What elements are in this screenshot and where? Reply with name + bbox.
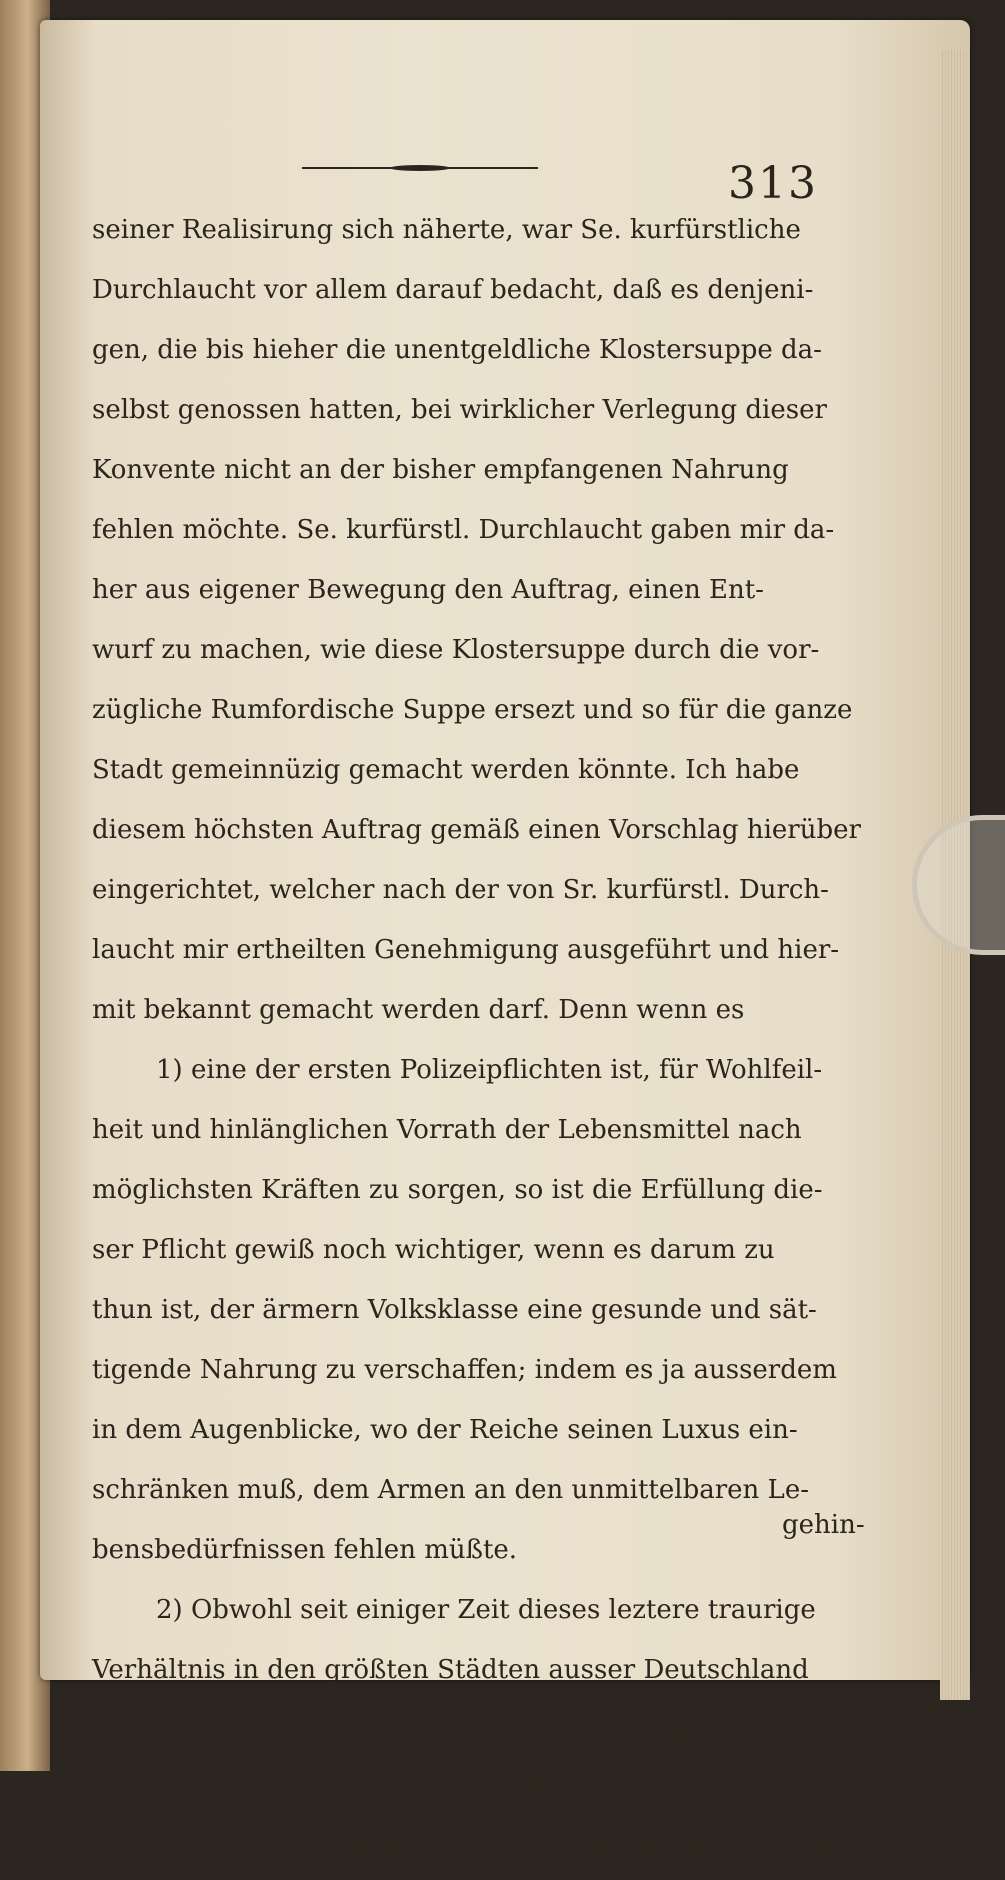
text-line: 1) eine der ersten Polizeipflichten ist, für Wohlfeil- xyxy=(156,1055,823,1085)
text-line: ser Pflicht gewiß noch wichtiger, wenn es darum zu xyxy=(92,1235,775,1265)
text-line: tigende Nahrung zu verschaffen; indem es ja ausserdem xyxy=(92,1355,837,1385)
text-line: Konvente nicht an der bisher empfangenen Nahrung xyxy=(92,455,789,485)
text-line: in dem Augenblicke, wo der Reiche seinen Luxus ein- xyxy=(92,1415,798,1445)
text-line: mit bekannt gemacht werden darf. Denn wenn es xyxy=(92,995,745,1025)
text-line: möglichsten Kräften zu sorgen, so ist die Erfüllung die- xyxy=(92,1175,823,1205)
text-line: sache, weil Niemand an seinem rechtlichen Broderwerb xyxy=(92,1835,834,1865)
text-line: Durchlaucht vor allem darauf bedacht, daß es denjeni- xyxy=(92,275,814,305)
text-line: 2) Obwohl seit einiger Zeit dieses leztere traurige xyxy=(156,1595,816,1625)
text-line: eingetreten ist, so waren doch in München gewiß we- xyxy=(92,1715,802,1745)
book-page xyxy=(40,20,970,1865)
text-line: schränken muß, dem Armen an den unmittelbaren Le- xyxy=(92,1475,809,1505)
text-line: nige, die hungerten, und dis aus der natürlichen Ur- xyxy=(92,1775,783,1805)
text-line: gen, die bis hieher die unentgeldliche Klostersuppe da- xyxy=(92,335,822,365)
text-line: fehlen möchte. Se. kurfürstl. Durchlaucht gaben mir da- xyxy=(92,515,835,545)
text-line: wurf zu machen, wie diese Klostersuppe durch die vor- xyxy=(92,635,820,665)
text-line: bensbedürfnissen fehlen müßte. xyxy=(92,1535,518,1565)
text-line: zügliche Rumfordische Suppe ersezt und so für die ganze xyxy=(92,695,853,725)
text-line: Stadt gemeinnüzig gemacht werden könnte. Ich habe xyxy=(92,755,800,785)
paragraph-1 xyxy=(92,200,861,1040)
text-line: selbst genossen hatten, bei wirklicher Verlegung dieser xyxy=(92,395,827,425)
text-line: thun ist, der ärmern Volksklasse eine gesunde und sät- xyxy=(92,1295,817,1325)
header-ornament-rule xyxy=(302,165,538,171)
page-number: 313 xyxy=(728,158,818,209)
text-line: laucht mir ertheilten Genehmigung ausgeführt und hier- xyxy=(92,935,840,965)
text-line: her aus eigener Bewegung den Auftrag, einen Ent- xyxy=(92,575,764,605)
text-line: seiner Realisirung sich näherte, war Se. kurfürstliche xyxy=(92,215,801,245)
catchword: gehin- xyxy=(782,1510,865,1540)
text-line: Verhältnis in den größten Städten ausser Deutschland xyxy=(92,1655,809,1685)
text-line: diesem höchsten Auftrag gemäß einen Vorschlag hierüber xyxy=(92,815,861,845)
text-line: heit und hinlänglichen Vorrath der Lebensmittel nach xyxy=(92,1115,802,1145)
paragraph-3 xyxy=(92,1580,834,1880)
text-line: eingerichtet, welcher nach der von Sr. kurfürstl. Durch- xyxy=(92,875,829,905)
